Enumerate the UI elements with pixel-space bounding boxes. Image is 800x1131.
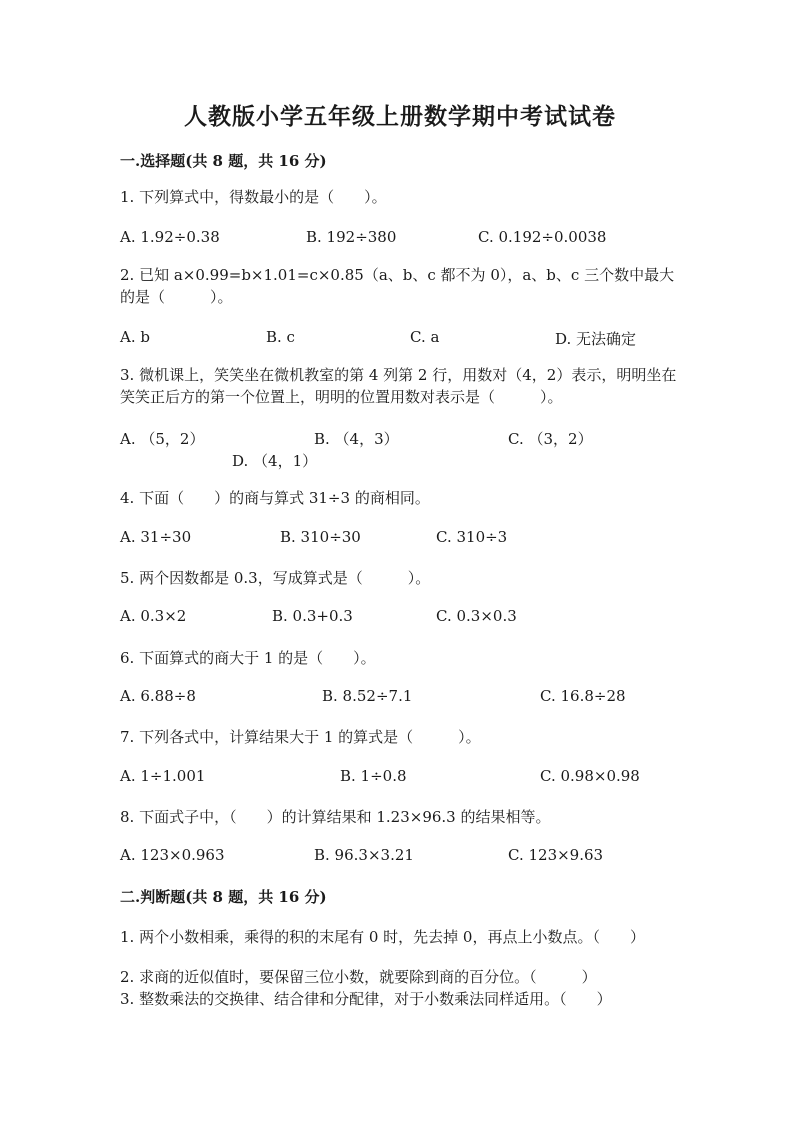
question-2-option-d: D. 无法确定 — [555, 330, 637, 348]
question-6: 6. 下面算式的商大于 1 的是（ ）。 — [120, 649, 376, 667]
question-4-option-c: C. 310÷3 — [436, 528, 508, 546]
question-2-option-a: A. b — [120, 328, 150, 346]
question-5-option-c: C. 0.3×0.3 — [436, 607, 517, 625]
question-5-option-a: A. 0.3×2 — [120, 607, 187, 625]
question-8-option-a: A. 123×0.963 — [120, 846, 225, 864]
question-7-option-a: A. 1÷1.001 — [120, 767, 206, 785]
question-3-option-a: A. （5，2） — [120, 430, 205, 448]
question-3-option-d: D. （4，1） — [232, 452, 318, 470]
question-2-option-b: B. c — [266, 328, 295, 346]
question-2-option-c: C. a — [410, 328, 440, 346]
question-1-option-a: A. 1.92÷0.38 — [120, 228, 220, 246]
judgment-1: 1. 两个小数相乘，乘得的积的末尾有 0 时，先去掉 0，再点上小数点。（ ） — [120, 928, 645, 946]
question-1: 1. 下列算式中，得数最小的是（ ）。 — [120, 188, 387, 206]
question-6-option-b: B. 8.52÷7.1 — [322, 687, 413, 705]
question-3-option-b: B. （4，3） — [314, 430, 399, 448]
page-title: 人教版小学五年级上册数学期中考试试卷 — [184, 103, 616, 130]
question-2: 2. 已知 a×0.99=b×1.01=c×0.85（a、b、c 都不为 0），a、b、c 三个数中最大的是（ ）。 — [120, 266, 675, 306]
question-7-option-b: B. 1÷0.8 — [340, 767, 407, 785]
question-5-option-b: B. 0.3+0.3 — [272, 607, 353, 625]
question-6-option-c: C. 16.8÷28 — [540, 687, 626, 705]
judgment-2: 2. 求商的近似值时，要保留三位小数，就要除到商的百分位。（ ） — [120, 968, 597, 986]
question-7: 7. 下列各式中，计算结果大于 1 的算式是（ ）。 — [120, 728, 481, 746]
question-4-option-b: B. 310÷30 — [280, 528, 361, 546]
question-5: 5. 两个因数都是 0.3，写成算式是（ ）。 — [120, 569, 431, 587]
judgment-3: 3. 整数乘法的交换律、结合律和分配律，对于小数乘法同样适用。（ ） — [120, 990, 612, 1008]
question-4: 4. 下面（ ）的商与算式 31÷3 的商相同。 — [120, 489, 430, 507]
question-1-option-c: C. 0.192÷0.0038 — [478, 228, 607, 246]
question-6-option-a: A. 6.88÷8 — [120, 687, 196, 705]
question-8-option-b: B. 96.3×3.21 — [314, 846, 414, 864]
question-3-option-c: C. （3，2） — [508, 430, 593, 448]
question-8-option-c: C. 123×9.63 — [508, 846, 604, 864]
question-4-option-a: A. 31÷30 — [120, 528, 192, 546]
section-heading-choice: 一.选择题(共 8 题，共 16 分) — [120, 152, 327, 170]
question-8: 8. 下面式子中，（ ）的计算结果和 1.23×96.3 的结果相等。 — [120, 808, 551, 826]
question-1-option-b: B. 192÷380 — [306, 228, 397, 246]
section-heading-judgment: 二.判断题(共 8 题，共 16 分) — [120, 888, 327, 906]
question-3: 3. 微机课上，笑笑坐在微机教室的第 4 列第 2 行，用数对（4，2）表示，明明坐在笑笑正后方的第一个位置上，明明的位置用数对表示是（ ）。 — [120, 366, 677, 406]
question-7-option-c: C. 0.98×0.98 — [540, 767, 640, 785]
